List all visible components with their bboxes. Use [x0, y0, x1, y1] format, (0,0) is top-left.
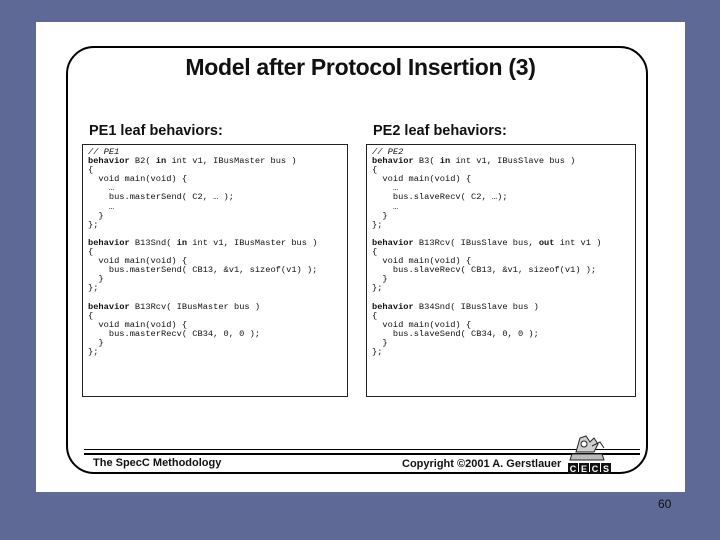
pe1-code-line: void main(void) { [88, 256, 188, 267]
page-number: 60 [658, 497, 672, 511]
pe2-code-line: } [372, 337, 388, 348]
pe2-code-line: behavior B3( in int v1, IBusSlave bus ) [372, 156, 576, 167]
pe2-code-line: // PE2 [372, 147, 404, 157]
pe2-code-line: { [372, 165, 378, 176]
pe1-code-line: void main(void) { [88, 174, 188, 185]
pe2-code-line: void main(void) { [372, 256, 472, 267]
pe1-code-block [82, 144, 348, 397]
svg-text:C: C [591, 464, 599, 474]
pe2-code-line: … [372, 183, 399, 194]
pe1-code-line: behavior B13Snd( in int v1, IBusMaster bus ) [88, 237, 318, 248]
svg-text:E: E [580, 464, 588, 474]
pe2-code-line: … [372, 201, 399, 212]
slide [36, 22, 685, 492]
cecs-logo [564, 430, 614, 476]
pe2-code-line: void main(void) { [372, 319, 472, 330]
footer-rule-thin [84, 449, 640, 450]
pe1-code-line: { [88, 247, 94, 258]
pe1-code-line: bus.masterSend( CB13, &v1, sizeof(v1) ); [88, 265, 318, 276]
pe1-code-line: bus.masterRecv( CB34, 0, 0 ); [88, 328, 261, 339]
pe2-code-line: }; [372, 347, 383, 358]
svg-text:S: S [602, 464, 610, 474]
pe1-code-line: … [88, 201, 115, 212]
pe1-code-line: { [88, 310, 94, 321]
pe2-code-line: behavior B13Rcv( IBusSlave bus, out int v1 ) [372, 237, 602, 248]
pe2-code-line: } [372, 210, 388, 221]
pe1-code-line: } [88, 210, 104, 221]
pe1-code-line: … [88, 183, 115, 194]
pe1-heading: PE1 leaf behaviors: [89, 123, 223, 139]
pe1-code-line: }; [88, 219, 99, 230]
pe1-code-line: bus.masterSend( C2, … ); [88, 192, 234, 203]
pe2-code-line: bus.slaveRecv( CB13, &v1, sizeof(v1) ); [372, 265, 597, 276]
pe1-code-line: } [88, 337, 104, 348]
pe1-code-line: behavior B2( in int v1, IBusMaster bus ) [88, 156, 297, 167]
pe1-code-line: { [88, 165, 94, 176]
footer-methodology: The SpecC Methodology [93, 457, 222, 469]
pe2-code-line: }; [372, 283, 383, 294]
pe2-code-line: { [372, 247, 378, 258]
svg-text:C: C [569, 464, 577, 474]
pe2-code-line: behavior B34Snd( IBusSlave bus ) [372, 301, 539, 312]
slide-title: Model after Protocol Insertion (3) [185, 54, 536, 80]
pe2-code-line: } [372, 274, 388, 285]
pe2-code-line: { [372, 310, 378, 321]
pe2-code-line: bus.slaveRecv( C2, …); [372, 192, 508, 203]
pe1-code-line: behavior B13Rcv( IBusMaster bus ) [88, 301, 261, 312]
pe1-code-line: }; [88, 347, 99, 358]
pe2-code-block [366, 144, 636, 397]
pe1-code-line: }; [88, 283, 99, 294]
pe1-code-line: // PE1 [88, 147, 120, 157]
pe2-code-line: void main(void) { [372, 174, 472, 185]
footer-rule-thick [84, 453, 640, 455]
pe2-code-line: bus.slaveSend( CB34, 0, 0 ); [372, 328, 539, 339]
pe2-heading: PE2 leaf behaviors: [373, 123, 507, 139]
pe1-code-line: void main(void) { [88, 319, 188, 330]
pe2-code-line: }; [372, 219, 383, 230]
pe1-code-line: } [88, 274, 104, 285]
footer-copyright: Copyright ©2001 A. Gerstlauer [402, 458, 562, 470]
